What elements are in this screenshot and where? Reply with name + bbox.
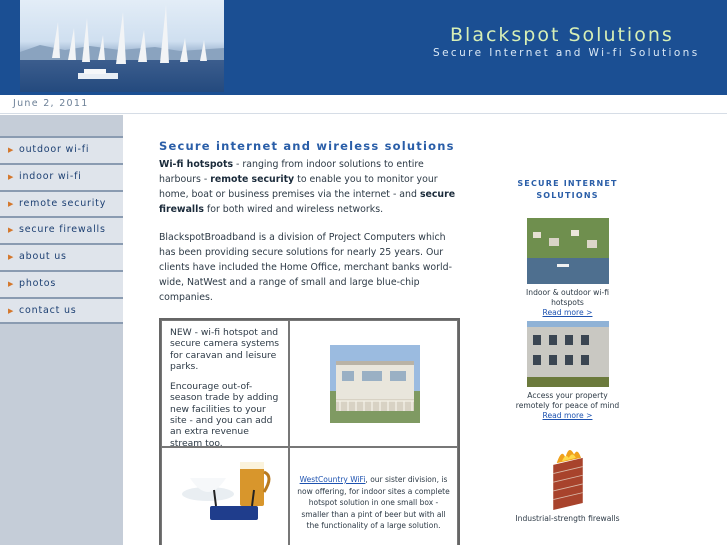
sidebar <box>0 115 123 545</box>
site-tagline: Secure Internet and Wi-fi Solutions <box>433 47 700 59</box>
arrow-right-icon: ▶ <box>8 226 15 235</box>
caravan-promo-text <box>161 320 289 447</box>
terrace-houses-photo <box>527 321 609 387</box>
nav-item-label: about us <box>19 251 67 263</box>
arrow-right-icon: ▶ <box>8 253 15 262</box>
intro-text-1: - ranging from indoor solutions to entire harbours - <box>159 159 424 185</box>
nav-item-outdoor-wifi[interactable] <box>0 136 123 163</box>
feature-remote-security <box>510 321 625 421</box>
caravan-promo-p1: NEW - wi-fi hotspot and secure camera systems for caravan and leisure parks. <box>170 327 280 372</box>
current-date: June 2, 2011 <box>13 98 89 109</box>
about-paragraph: BlackspotBroadband is a division of Project Computers which has been providing secure solutions for nearly 25 years. Our clients have included the Home Office, merchant banks world-wide, NatWest and a range of small and large blue-chip companies. <box>159 232 452 303</box>
intro-bold-firewalls: secure firewalls <box>159 189 456 215</box>
main-content <box>159 139 459 318</box>
westcountry-wifi-text <box>289 447 458 545</box>
feature-remote-security-caption: Access your property remotely for peace of mind <box>515 391 620 410</box>
nav-item-indoor-wifi[interactable] <box>0 163 123 190</box>
sidebar-nav <box>0 136 123 324</box>
arrow-right-icon: ▶ <box>8 199 15 208</box>
harbour-town-photo <box>527 218 609 284</box>
intro-text-3: for both wired and wireless networks. <box>203 204 384 215</box>
feature-hotspots-read-more-link[interactable]: Read more > <box>542 308 593 317</box>
arrow-right-icon: ▶ <box>8 279 15 288</box>
westcountry-wifi-link[interactable]: WestCountry WiFi <box>299 475 366 484</box>
nav-item-remote-security[interactable] <box>0 190 123 217</box>
intro-bold-wifi: Wi-fi hotspots <box>159 159 234 170</box>
header-banner <box>0 0 727 95</box>
router-and-beer-photo <box>162 448 290 545</box>
arrow-right-icon: ▶ <box>8 306 15 315</box>
promo-grid <box>159 318 460 545</box>
nav-item-secure-firewalls[interactable] <box>0 216 123 243</box>
feature-remote-security-read-more-link[interactable]: Read more > <box>542 411 593 420</box>
arrow-right-icon: ▶ <box>8 172 15 181</box>
site-title: Blackspot Solutions <box>450 24 674 46</box>
right-column-heading: SECURE INTERNET SOLUTIONS <box>517 179 618 200</box>
nav-item-label: indoor wi-fi <box>19 170 82 182</box>
feature-hotspots-caption: Indoor & outdoor wi-fi hotspots <box>526 288 609 307</box>
harbour-sailboats-photo <box>20 0 224 92</box>
right-column <box>510 178 625 523</box>
nav-item-about-us[interactable] <box>0 243 123 270</box>
intro-paragraph <box>159 157 459 217</box>
nav-item-contact-us[interactable] <box>0 297 123 324</box>
intro-text-2: to enable you to monitor your home, boat or business premises via the internet - and <box>159 174 438 200</box>
nav-item-label: contact us <box>19 304 77 316</box>
nav-item-label: secure firewalls <box>19 224 106 236</box>
intro-bold-remote: remote security <box>210 174 295 185</box>
nav-item-label: photos <box>19 277 57 289</box>
feature-firewalls <box>510 444 625 524</box>
westcountry-wifi-description: , our sister division, is now offering, for indoor sites a complete hotspot solution in one small box - smaller than a pint of beer but with all the functionality of a large solution. <box>297 475 450 530</box>
page-heading: Secure internet and wireless solutions <box>159 139 455 153</box>
arrow-right-icon: ▶ <box>8 146 15 154</box>
feature-hotspots <box>510 218 625 318</box>
nav-item-label: remote security <box>19 197 107 209</box>
caravan-promo-p2: Encourage out-of-season trade by adding new facilities to your site - and you can add an extra revenue stream too. <box>170 381 279 449</box>
caravan-photo <box>290 321 459 448</box>
date-bar <box>0 95 727 114</box>
caravan-photo-cell <box>289 320 458 447</box>
feature-firewalls-caption: Industrial-strength firewalls <box>515 514 620 523</box>
burning-brick-wall-icon <box>527 444 609 510</box>
beer-router-photo-cell <box>161 447 289 545</box>
nav-item-label: outdoor wi-fi <box>19 144 90 155</box>
nav-item-photos[interactable] <box>0 270 123 297</box>
